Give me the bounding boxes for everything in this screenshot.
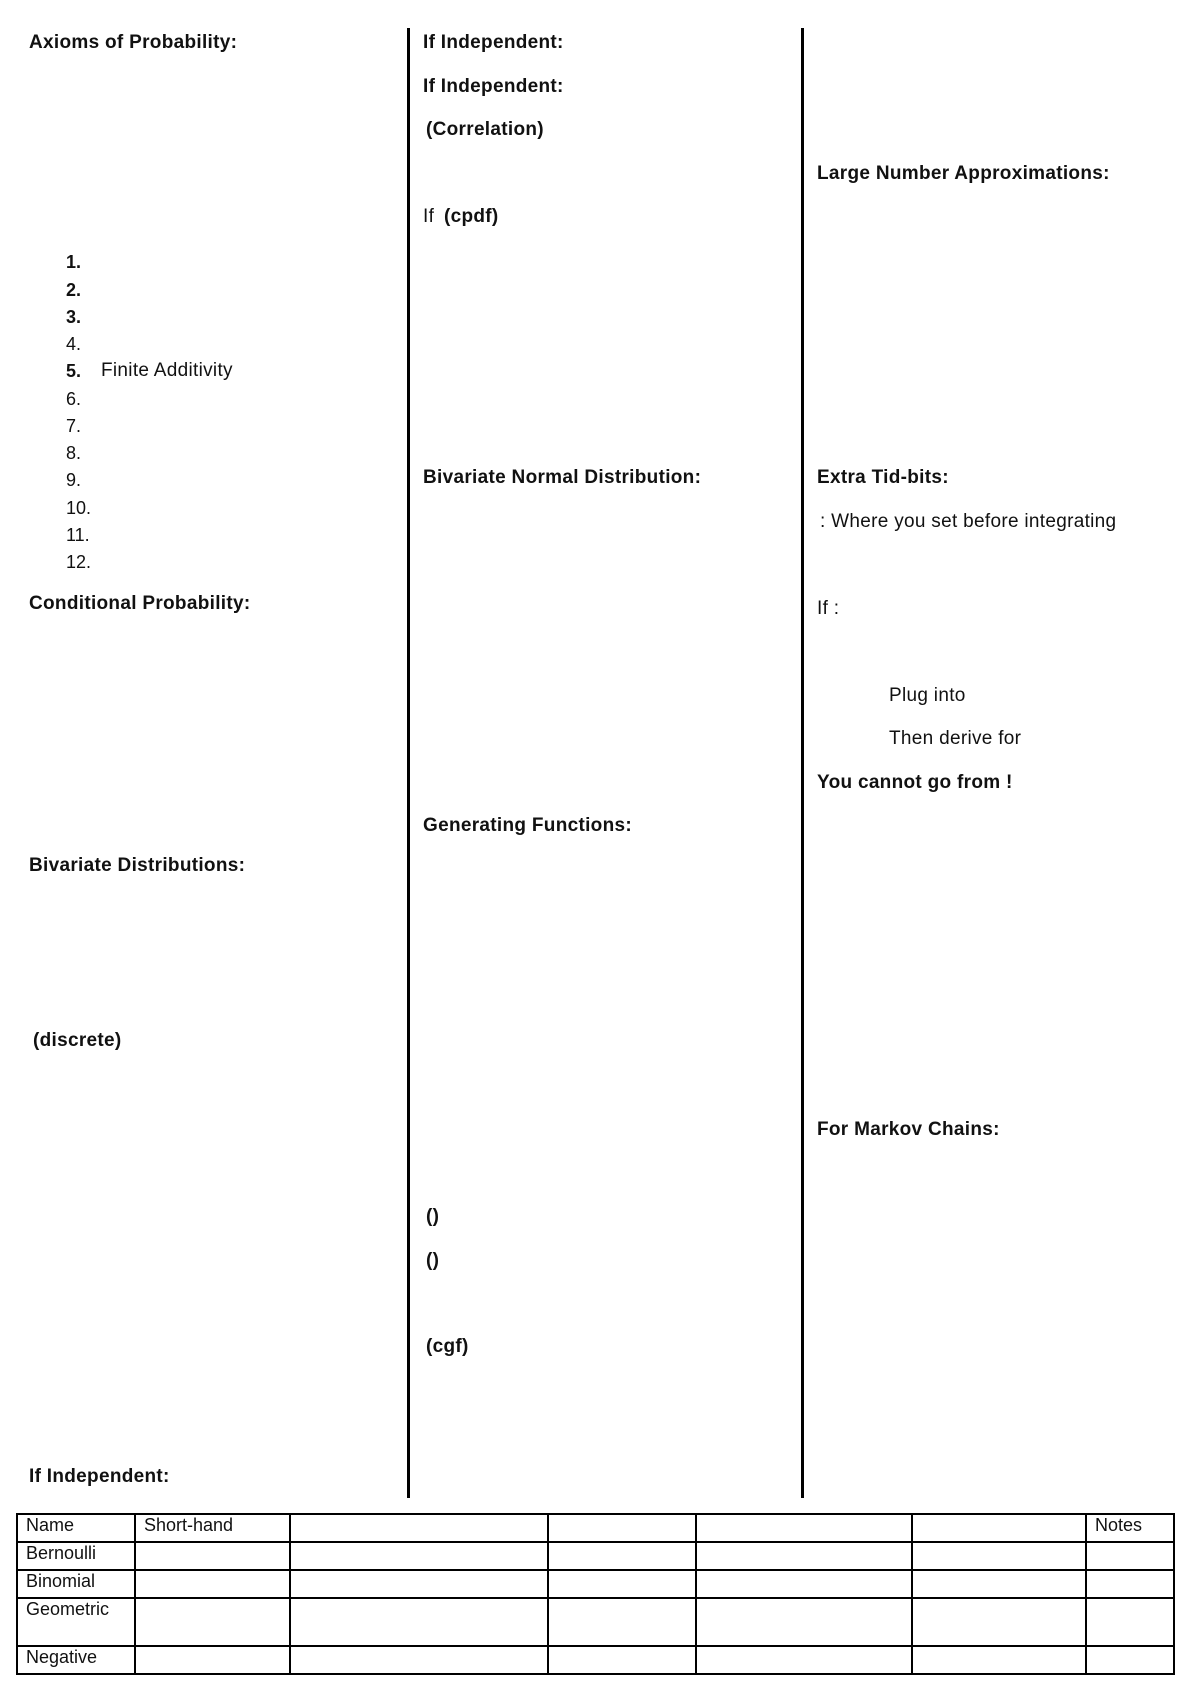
table-cell (290, 1646, 548, 1674)
table-cell (290, 1570, 548, 1598)
list-number: 11. (66, 525, 90, 545)
table-cell (1086, 1542, 1174, 1570)
table-cell (290, 1542, 548, 1570)
if-label: If (423, 206, 435, 227)
list-number: 9. (66, 470, 82, 490)
table-header-cell: Short-hand (135, 1514, 290, 1542)
table-cell (696, 1646, 912, 1674)
list-number: 3. (66, 307, 82, 327)
cannot-go-text: You cannot go from ! (817, 772, 1013, 793)
axioms-heading: Axioms of Probability: (29, 32, 238, 53)
table-cell (1086, 1570, 1174, 1598)
list-number: 4. (66, 334, 82, 354)
distribution-table (16, 1513, 1175, 1675)
table-cell (135, 1542, 290, 1570)
table-cell (135, 1646, 290, 1674)
cgf-label: (cgf) (426, 1336, 469, 1357)
table-cell (548, 1646, 696, 1674)
table-row (17, 1542, 1174, 1570)
list-number: 8. (66, 443, 82, 463)
table-cell (1086, 1598, 1174, 1646)
table-cell: Bernoulli (17, 1542, 135, 1570)
table-header-cell: Notes (1086, 1514, 1174, 1542)
if-independent-label: If Independent: (29, 1466, 170, 1487)
table-cell (290, 1598, 548, 1646)
bivariate-distributions-heading: Bivariate Distributions: (29, 855, 246, 876)
discrete-label: (discrete) (33, 1030, 122, 1051)
table-cell (696, 1570, 912, 1598)
table-header-cell: Name (17, 1514, 135, 1542)
list-number: 5. (66, 361, 82, 381)
if-colon-label: If : (817, 598, 840, 619)
large-number-heading: Large Number Approximations: (817, 163, 1110, 184)
table-cell (548, 1542, 696, 1570)
list-number: 7. (66, 416, 82, 436)
cpdf-label: (cpdf) (444, 206, 499, 227)
then-derive-text: Then derive for (889, 728, 1022, 749)
table-cell (912, 1598, 1086, 1646)
list-number: 10. (66, 498, 92, 518)
paren-label: () (426, 1250, 440, 1271)
list-number: 6. (66, 389, 82, 409)
table-header-cell (696, 1514, 912, 1542)
markov-chains-heading: For Markov Chains: (817, 1119, 1000, 1140)
list-number: 1. (66, 252, 82, 272)
list-number: 12. (66, 552, 92, 572)
finite-additivity-label: Finite Additivity (101, 360, 233, 381)
table-header-cell (290, 1514, 548, 1542)
table-cell (912, 1646, 1086, 1674)
table-cell (548, 1598, 696, 1646)
table-cell (135, 1570, 290, 1598)
plug-into-text: Plug into (889, 685, 966, 706)
conditional-probability-heading: Conditional Probability: (29, 593, 251, 614)
table-row (17, 1646, 1174, 1674)
table-cell (135, 1598, 290, 1646)
extra-tidbits-heading: Extra Tid-bits: (817, 467, 949, 488)
column-divider-right (801, 28, 804, 1498)
table-cell: Binomial (17, 1570, 135, 1598)
table-cell (696, 1598, 912, 1646)
where-text: : Where you set before integrating (820, 511, 1117, 532)
bivariate-normal-heading: Bivariate Normal Distribution: (423, 467, 702, 488)
table-header-row (17, 1514, 1174, 1542)
table-cell (912, 1542, 1086, 1570)
table-row (17, 1570, 1174, 1598)
table-cell (548, 1570, 696, 1598)
table-cell (1086, 1646, 1174, 1674)
if-independent-label: If Independent: (423, 32, 564, 53)
if-independent-label: If Independent: (423, 76, 564, 97)
table-header-cell (912, 1514, 1086, 1542)
paren-label: () (426, 1206, 440, 1227)
table-cell: Geometric (17, 1598, 135, 1646)
table-cell (912, 1570, 1086, 1598)
generating-functions-heading: Generating Functions: (423, 815, 632, 836)
table-cell: Negative (17, 1646, 135, 1674)
correlation-label: (Correlation) (426, 119, 544, 140)
table-header-cell (548, 1514, 696, 1542)
column-divider-left (407, 28, 410, 1498)
table-row (17, 1598, 1174, 1646)
list-number: 2. (66, 280, 82, 300)
table-cell (696, 1542, 912, 1570)
